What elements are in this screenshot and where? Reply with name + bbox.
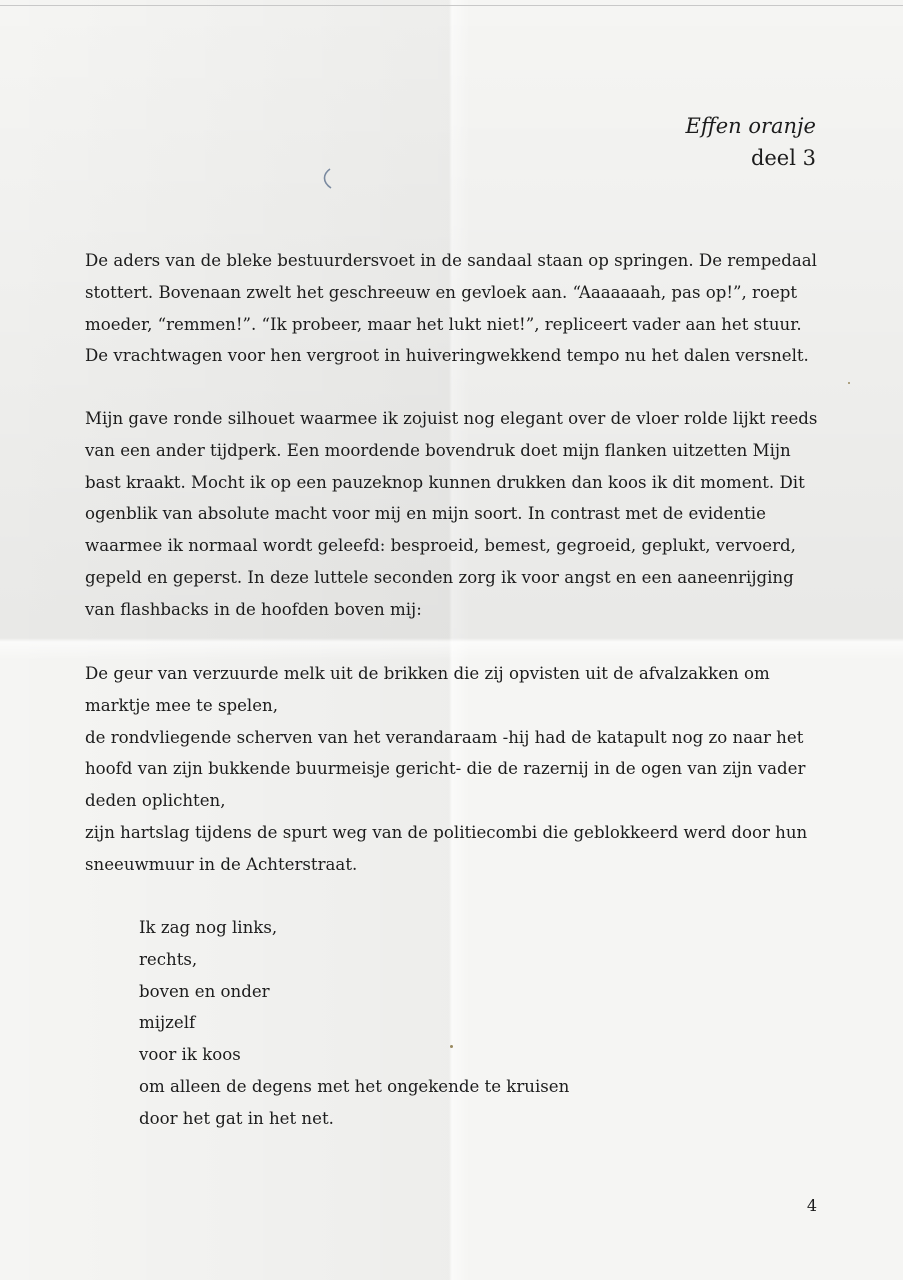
poem-line: Ik zag nog links, bbox=[139, 918, 278, 937]
pen-mark-icon bbox=[318, 166, 334, 198]
memories-block bbox=[85, 658, 820, 881]
paragraph-2: Mijn gave ronde silhouet waarmee ik zojuist nog elegant over de vloer rolde lijkt reeds van een ander tijdperk. Een moordende bovendruk doet mijn flanken uitzetten Mijn bast kraakt. Mocht ik op een pauzeknop kunnen drukken dan koos ik dit moment. Dit ogenblik van absolute macht voor mij en mijn soort. In contrast met de evidentie waarmee ik normaal wordt geleefd: besproeid, bemest, gegroeid, geplukt, vervoerd, gepeld en geperst. In deze luttele seconden zorg ik voor angst en een aaneenrijging van flashbacks in de hoofden boven mij: bbox=[85, 409, 818, 619]
paragraph-1: De aders van de bleke bestuurdersvoet in de sandaal staan op springen. De rempedaal stottert. Bovenaan zwelt het geschreeuw en gevloek aan. “Aaaaaaah, pas op!”, roept moeder, “remmen!”. “Ik probeer, maar het lukt niet!”, repliceert vader aan het stuur. De vrachtwagen voor hen vergroot in huiveringwekkend tempo nu het dalen versnelt. bbox=[85, 251, 817, 366]
title-block bbox=[685, 110, 816, 174]
poem-line: mijzelf bbox=[139, 1013, 196, 1033]
title: Effen oranje bbox=[685, 114, 816, 138]
memory-item: de rondvliegende scherven van het verandaraam -hij had de katapult nog zo naar het hoofd van zijn bukkende buurmeisje gericht- die de razernij in de ogen van zijn vader deden oplichten, bbox=[85, 727, 806, 811]
paper-edge bbox=[0, 5, 903, 6]
memory-item: zijn hartslag tijdens de spurt weg van de politiecombi die geblokkeerd werd door hun sneeuwmuur in de Achterstraat. bbox=[85, 822, 808, 874]
paper-speck bbox=[848, 382, 850, 384]
subtitle: deel 3 bbox=[750, 146, 816, 170]
page-number: 4 bbox=[806, 1196, 817, 1215]
poem-line: voor ik koos bbox=[139, 1045, 241, 1065]
memory-item: De geur van verzuurde melk uit de brikken die zij opvisten uit de afvalzakken om marktje mee te spelen, bbox=[85, 664, 770, 715]
paper-speck bbox=[450, 1045, 453, 1048]
poem-line: om alleen de degens met het ongekende te kruisen bbox=[139, 1076, 570, 1096]
poem-line: rechts, bbox=[139, 949, 198, 969]
poem bbox=[139, 912, 569, 1135]
poem-line: boven en onder bbox=[139, 981, 270, 1001]
poem-line: door het gat in het net. bbox=[139, 1108, 334, 1128]
